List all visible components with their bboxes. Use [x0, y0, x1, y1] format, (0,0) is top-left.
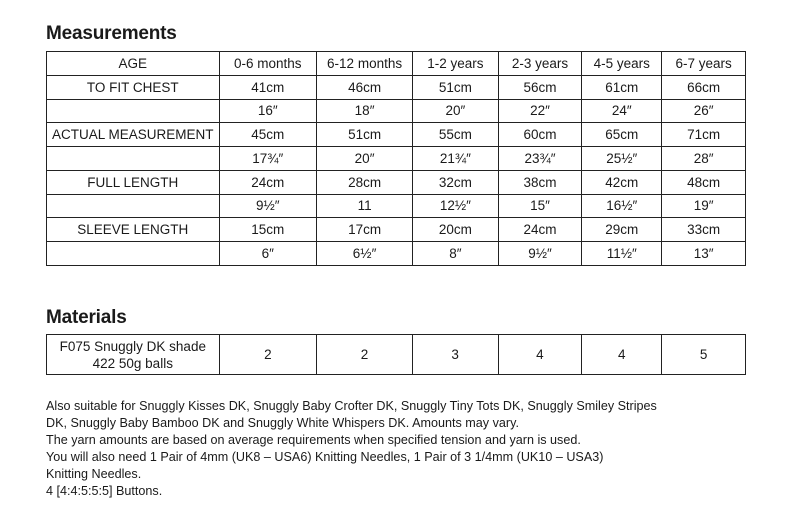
header-cell: AGE — [47, 52, 220, 76]
table-cell: 15cm — [219, 218, 317, 242]
table-cell: 6″ — [219, 242, 317, 266]
row-label: ACTUAL MEASUREMENT — [47, 123, 220, 147]
table-cell: 24″ — [582, 99, 662, 123]
materials-table — [46, 334, 746, 375]
header-cell: 6-7 years — [662, 52, 746, 76]
table-cell: 5 — [662, 335, 746, 375]
row-label: TO FIT CHEST — [47, 75, 220, 99]
header-cell: 1-2 years — [413, 52, 499, 76]
table-cell: 12½″ — [413, 194, 499, 218]
table-cell: 21¾″ — [413, 147, 499, 171]
table-cell: 61cm — [582, 75, 662, 99]
table-cell: 24cm — [498, 218, 582, 242]
table-cell: 26″ — [662, 99, 746, 123]
measurements-heading: Measurements — [46, 23, 177, 44]
note-line: DK, Snuggly Baby Bamboo DK and Snuggly White Whispers DK. Amounts may vary. — [46, 416, 519, 430]
table-cell: 15″ — [498, 194, 582, 218]
table-cell: 42cm — [582, 170, 662, 194]
table-cell: 48cm — [662, 170, 746, 194]
measurements-table — [46, 51, 746, 266]
table-cell: 60cm — [498, 123, 582, 147]
table-cell: 29cm — [582, 218, 662, 242]
note-line: The yarn amounts are based on average requirements when specified tension and yarn is used. — [46, 433, 581, 447]
table-cell: 46cm — [317, 75, 413, 99]
table-cell: 71cm — [662, 123, 746, 147]
notes-block — [46, 398, 766, 500]
table-row — [47, 335, 746, 375]
table-cell: 2 — [317, 335, 413, 375]
table-row — [47, 75, 746, 99]
table-cell: 13″ — [662, 242, 746, 266]
table-header-row — [47, 52, 746, 76]
table-cell: 16½″ — [582, 194, 662, 218]
table-cell: 18″ — [317, 99, 413, 123]
table-row — [47, 123, 746, 147]
row-label — [47, 147, 220, 171]
materials-label-line: F075 Snuggly DK shade — [59, 338, 206, 354]
note-line: 4 [4:4:5:5:5] Buttons. — [46, 484, 163, 498]
table-cell: 20″ — [317, 147, 413, 171]
table-cell: 20cm — [413, 218, 499, 242]
table-cell: 56cm — [498, 75, 582, 99]
row-label — [47, 99, 220, 123]
table-cell: 19″ — [662, 194, 746, 218]
table-cell: 20″ — [413, 99, 499, 123]
table-cell: 11 — [317, 194, 413, 218]
table-cell: 8″ — [413, 242, 499, 266]
row-label: SLEEVE LENGTH — [47, 218, 220, 242]
materials-label-cell — [47, 335, 220, 375]
table-cell: 45cm — [219, 123, 317, 147]
materials-heading: Materials — [46, 307, 127, 328]
table-cell: 6½″ — [317, 242, 413, 266]
table-row — [47, 242, 746, 266]
table-cell: 33cm — [662, 218, 746, 242]
table-cell: 17¾″ — [219, 147, 317, 171]
table-cell: 41cm — [219, 75, 317, 99]
table-cell: 66cm — [662, 75, 746, 99]
table-cell: 23¾″ — [498, 147, 582, 171]
row-label — [47, 242, 220, 266]
table-cell: 11½″ — [582, 242, 662, 266]
table-cell: 22″ — [498, 99, 582, 123]
table-row — [47, 170, 746, 194]
table-row — [47, 218, 746, 242]
table-cell: 28″ — [662, 147, 746, 171]
note-line: Also suitable for Snuggly Kisses DK, Snuggly Baby Crofter DK, Snuggly Tiny Tots DK, Snuggly Smiley Stripes — [46, 399, 657, 413]
table-cell: 28cm — [317, 170, 413, 194]
table-cell: 17cm — [317, 218, 413, 242]
table-row — [47, 194, 746, 218]
table-cell: 65cm — [582, 123, 662, 147]
header-cell: 2-3 years — [498, 52, 582, 76]
note-line: You will also need 1 Pair of 4mm (UK8 – USA6) Knitting Needles, 1 Pair of 3 1/4mm (UK10 – USA3) — [46, 450, 604, 464]
row-label: FULL LENGTH — [47, 170, 220, 194]
table-cell: 9½″ — [498, 242, 582, 266]
table-cell: 4 — [582, 335, 662, 375]
table-row — [47, 99, 746, 123]
table-cell: 24cm — [219, 170, 317, 194]
table-cell: 2 — [219, 335, 317, 375]
header-cell: 6-12 months — [317, 52, 413, 76]
table-cell: 51cm — [317, 123, 413, 147]
table-cell: 51cm — [413, 75, 499, 99]
table-cell: 3 — [412, 335, 498, 375]
header-cell: 4-5 years — [582, 52, 662, 76]
table-cell: 25½″ — [582, 147, 662, 171]
table-row — [47, 147, 746, 171]
row-label — [47, 194, 220, 218]
table-cell: 55cm — [413, 123, 499, 147]
note-line: Knitting Needles. — [46, 467, 142, 481]
materials-label-line: 422 50g balls — [92, 355, 173, 371]
table-cell: 4 — [498, 335, 582, 375]
table-cell: 38cm — [498, 170, 582, 194]
table-cell: 16″ — [219, 99, 317, 123]
header-cell: 0-6 months — [219, 52, 317, 76]
table-cell: 32cm — [413, 170, 499, 194]
table-cell: 9½″ — [219, 194, 317, 218]
